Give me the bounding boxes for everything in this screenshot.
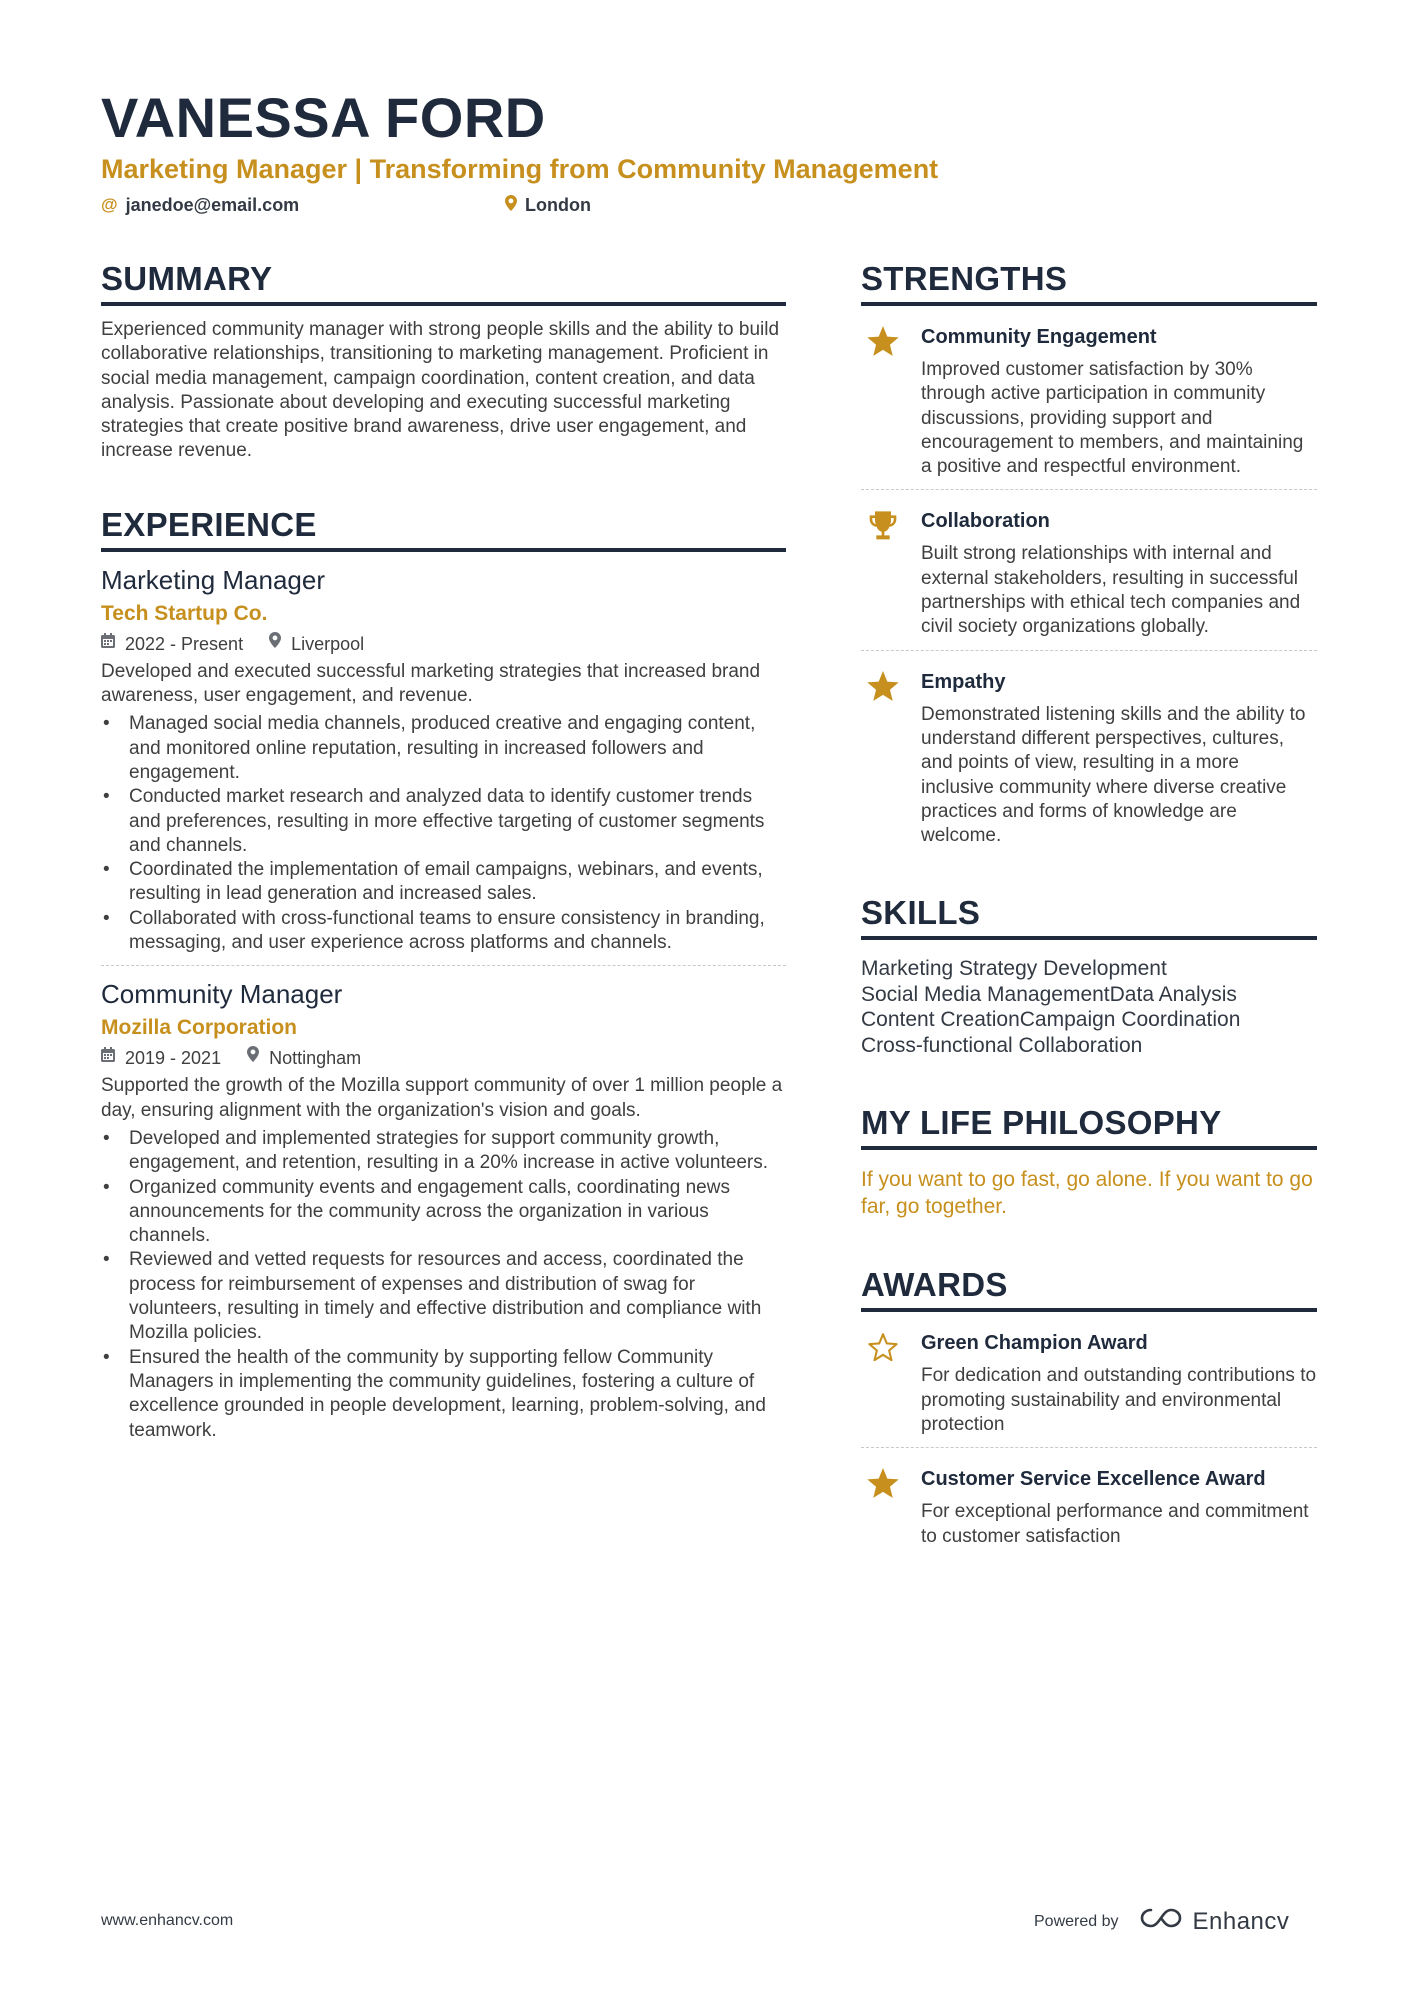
- headline: Marketing Manager | Transforming from Community Management: [101, 154, 939, 184]
- award-item: [861, 1466, 1317, 1549]
- list-item: • Organized community events and engagement calls, coordinating news announcements for the community across the organization in various channels.: [101, 1176, 786, 1249]
- strength-item: [861, 669, 1317, 849]
- skill-line: Cross-functional Collaboration: [861, 1033, 1143, 1057]
- website-link[interactable]: www.enhancv.com: [101, 1912, 234, 1929]
- list-item: • Coordinated the implementation of email campaigns, webinars, and events, resulting in lead generation and increased sales.: [101, 858, 786, 907]
- job-dates: 2022 - Present: [125, 633, 244, 654]
- philosophy-quote: If you want to go fast, go alone. If you want to go far, go together.: [861, 1168, 1313, 1219]
- list-item: • Collaborated with cross-functional teams to ensure consistency in branding, messaging, and user experience across platforms and channels.: [101, 907, 786, 956]
- star-icon: [861, 1466, 905, 1549]
- awards-section: [861, 1264, 1317, 1548]
- list-item: • Reviewed and vetted requests for resources and access, coordinated the process for reimbursement of expenses and distribution of swag for volunteers, resulting in timely and effective distribution and compliance with Mozilla policies.: [101, 1248, 786, 1345]
- list-item: • Conducted market research and analyzed data to identify customer trends and preferences, resulting in more effective targeting of customer segments and channels.: [101, 785, 786, 858]
- calendar-icon: [101, 632, 115, 656]
- job-description: Developed and executed successful marketing strategies that increased brand awareness, user engagement, and revenue.: [101, 660, 761, 707]
- job-location: [269, 632, 364, 656]
- skills-heading: SKILLS: [861, 892, 1317, 940]
- job-meta: [101, 1046, 786, 1070]
- brand-logo[interactable]: [1139, 1906, 1290, 1937]
- enhancv-logo-icon: [1139, 1906, 1185, 1937]
- award-description: For dedication and outstanding contributions to promoting sustainability and environmental protection: [921, 1365, 1317, 1436]
- brand-name: Enhancv: [1192, 1907, 1290, 1935]
- strength-title: Community Engagement: [921, 326, 1157, 348]
- summary-heading: SUMMARY: [101, 258, 786, 306]
- award-item: [861, 1330, 1317, 1437]
- strength-title: Empathy: [921, 670, 1006, 693]
- at-icon: @: [101, 195, 118, 214]
- skill-line: Content CreationCampaign Coordination: [861, 1008, 1241, 1032]
- job-entry: [101, 978, 786, 1442]
- strengths-section: [861, 258, 1317, 848]
- job-dates: 2019 - 2021: [125, 1048, 222, 1069]
- calendar-icon: [101, 1046, 115, 1070]
- awards-heading: AWARDS: [861, 1264, 1317, 1312]
- list-item: • Ensured the health of the community by supporting fellow Community Managers in implementing the community guidelines, fostering a culture of excellence grounded in people development, learning, problem-solving, and teamwork.: [101, 1346, 786, 1443]
- list-item: • Developed and implemented strategies for support community growth, engagement, and retention, resulting in a 20% increase in active volunteers.: [101, 1127, 786, 1176]
- location-text: London: [525, 195, 591, 215]
- right-column: [861, 258, 1317, 1549]
- job-bullets: [101, 712, 786, 955]
- map-pin-icon: [247, 1046, 259, 1070]
- company-name: Tech Startup Co.: [101, 601, 268, 625]
- job-location-text: Nottingham: [269, 1048, 362, 1069]
- job-title: Marketing Manager: [101, 564, 325, 595]
- job-location: [247, 1046, 361, 1070]
- job-title: Community Manager: [101, 979, 343, 1010]
- strength-description: Built strong relationships with internal and external stakeholders, resulting in successful partnerships with ethical tech companies and civil society organizations globally.: [921, 543, 1301, 638]
- star-icon: [861, 669, 905, 849]
- map-pin-icon: [269, 632, 281, 656]
- experience-heading: EXPERIENCE: [101, 504, 786, 552]
- divider: [861, 650, 1317, 651]
- award-title: Green Champion Award: [921, 1332, 1148, 1355]
- company-name: Mozilla Corporation: [101, 1016, 297, 1040]
- strength-description: Demonstrated listening skills and the ability to understand different perspectives, cultures, and points of view, resulting in a more inclusive community where diverse creative practices and forms of knowledge are welcome.: [921, 703, 1306, 847]
- star-icon: [861, 324, 905, 479]
- summary-text: Experienced community manager with strong people skills and the ability to build collaborative relationships, transitioning to marketing management. Proficient in social media management, campaign coordination, content creation, and data analysis. Passionate about developing and executing successful marketing strategies that create positive brand awareness, drive user engagement, and increase revenue.: [101, 319, 780, 462]
- list-item: • Managed social media channels, produced creative and engaging content, and monitored online reputation, resulting in increased followers and engagement.: [101, 712, 786, 785]
- philosophy-heading: MY LIFE PHILOSOPHY: [861, 1102, 1317, 1150]
- job-meta: [101, 632, 786, 656]
- strength-item: [861, 324, 1317, 479]
- skills-section: [861, 892, 1317, 1058]
- skill-line: Social Media ManagementData Analysis: [861, 982, 1237, 1006]
- strength-title: Collaboration: [921, 510, 1050, 533]
- left-column: [101, 258, 786, 1443]
- job-entry: [101, 564, 786, 956]
- divider: [861, 1447, 1317, 1448]
- job-location-text: Liverpool: [291, 633, 365, 654]
- job-bullets: [101, 1127, 786, 1443]
- contact-email[interactable]: [101, 194, 299, 216]
- powered-by: [1034, 1906, 1289, 1937]
- job-description: Supported the growth of the Mozilla support community of over 1 million people a day, ensuring alignment with the organization's vision and goals.: [101, 1075, 783, 1121]
- contact-location: [505, 194, 591, 216]
- strength-item: [861, 508, 1317, 639]
- map-pin-icon: [505, 194, 517, 216]
- award-description: For exceptional performance and commitment to customer satisfaction: [921, 1501, 1309, 1547]
- skills-list: [861, 956, 1317, 1058]
- philosophy-section: [861, 1102, 1317, 1220]
- award-title: Customer Service Excellence Award: [921, 1468, 1266, 1491]
- strengths-heading: STRENGTHS: [861, 258, 1317, 306]
- strength-description: Improved customer satisfaction by 30% through active participation in community discussions, providing support and encouragement to members, and maintaining a positive and respectful environment.: [921, 359, 1304, 478]
- email-text: janedoe@email.com: [125, 195, 300, 215]
- candidate-name: VANESSA FORD: [101, 86, 546, 149]
- trophy-icon: [861, 508, 905, 639]
- divider: [861, 489, 1317, 490]
- skill-line: Marketing Strategy Development: [861, 957, 1167, 981]
- star-outline-icon: [861, 1330, 905, 1437]
- summary-section: [101, 258, 786, 464]
- experience-section: [101, 504, 786, 1443]
- powered-by-label: Powered by: [1034, 1912, 1119, 1930]
- divider: [101, 965, 786, 966]
